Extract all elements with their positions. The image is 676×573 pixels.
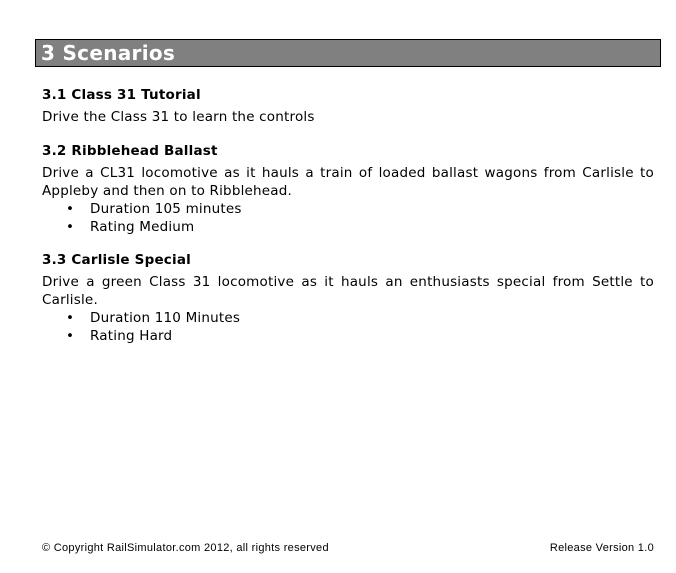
list-item-text: Rating Hard [90, 328, 173, 344]
scenario-carlisle-special [42, 251, 654, 345]
list-item-text: Duration 110 Minutes [90, 310, 241, 326]
list-item [66, 200, 654, 218]
section-header [35, 39, 661, 67]
list-item-text: Rating Medium [90, 219, 195, 235]
release-version: Release Version 1.0 [549, 542, 654, 554]
list-item [66, 218, 654, 236]
scenario-heading: 3.2 Ribblehead Ballast [42, 143, 218, 159]
bullet-icon: • [66, 328, 75, 344]
scenario-ribblehead-ballast [42, 142, 654, 236]
list-item [66, 309, 654, 327]
scenario-description: Drive a green Class 31 locomotive as it hauls an enthusiasts special from Settle to Carlisle. [42, 274, 654, 308]
scenario-heading: 3.3 Carlisle Special [42, 252, 191, 268]
scenario-description: Drive a CL31 locomotive as it hauls a train of loaded ballast wagons from Carlisle to Appleby and then on to Ribblehead. [42, 165, 654, 199]
scenario-heading: 3.1 Class 31 Tutorial [42, 87, 201, 103]
section-title: 3 Scenarios [41, 41, 176, 65]
scenario-details-list [42, 200, 654, 236]
bullet-icon: • [66, 219, 75, 235]
scenario-class-31-tutorial [42, 86, 654, 126]
copyright-notice: © Copyright RailSimulator.com 2012, all rights reserved [42, 542, 329, 554]
scenario-list [42, 86, 654, 360]
bullet-icon: • [66, 310, 75, 326]
scenario-description: Drive the Class 31 to learn the controls [42, 109, 315, 125]
list-item [66, 327, 654, 345]
scenario-details-list [42, 309, 654, 345]
bullet-icon: • [66, 201, 75, 217]
list-item-text: Duration 105 minutes [90, 201, 242, 217]
